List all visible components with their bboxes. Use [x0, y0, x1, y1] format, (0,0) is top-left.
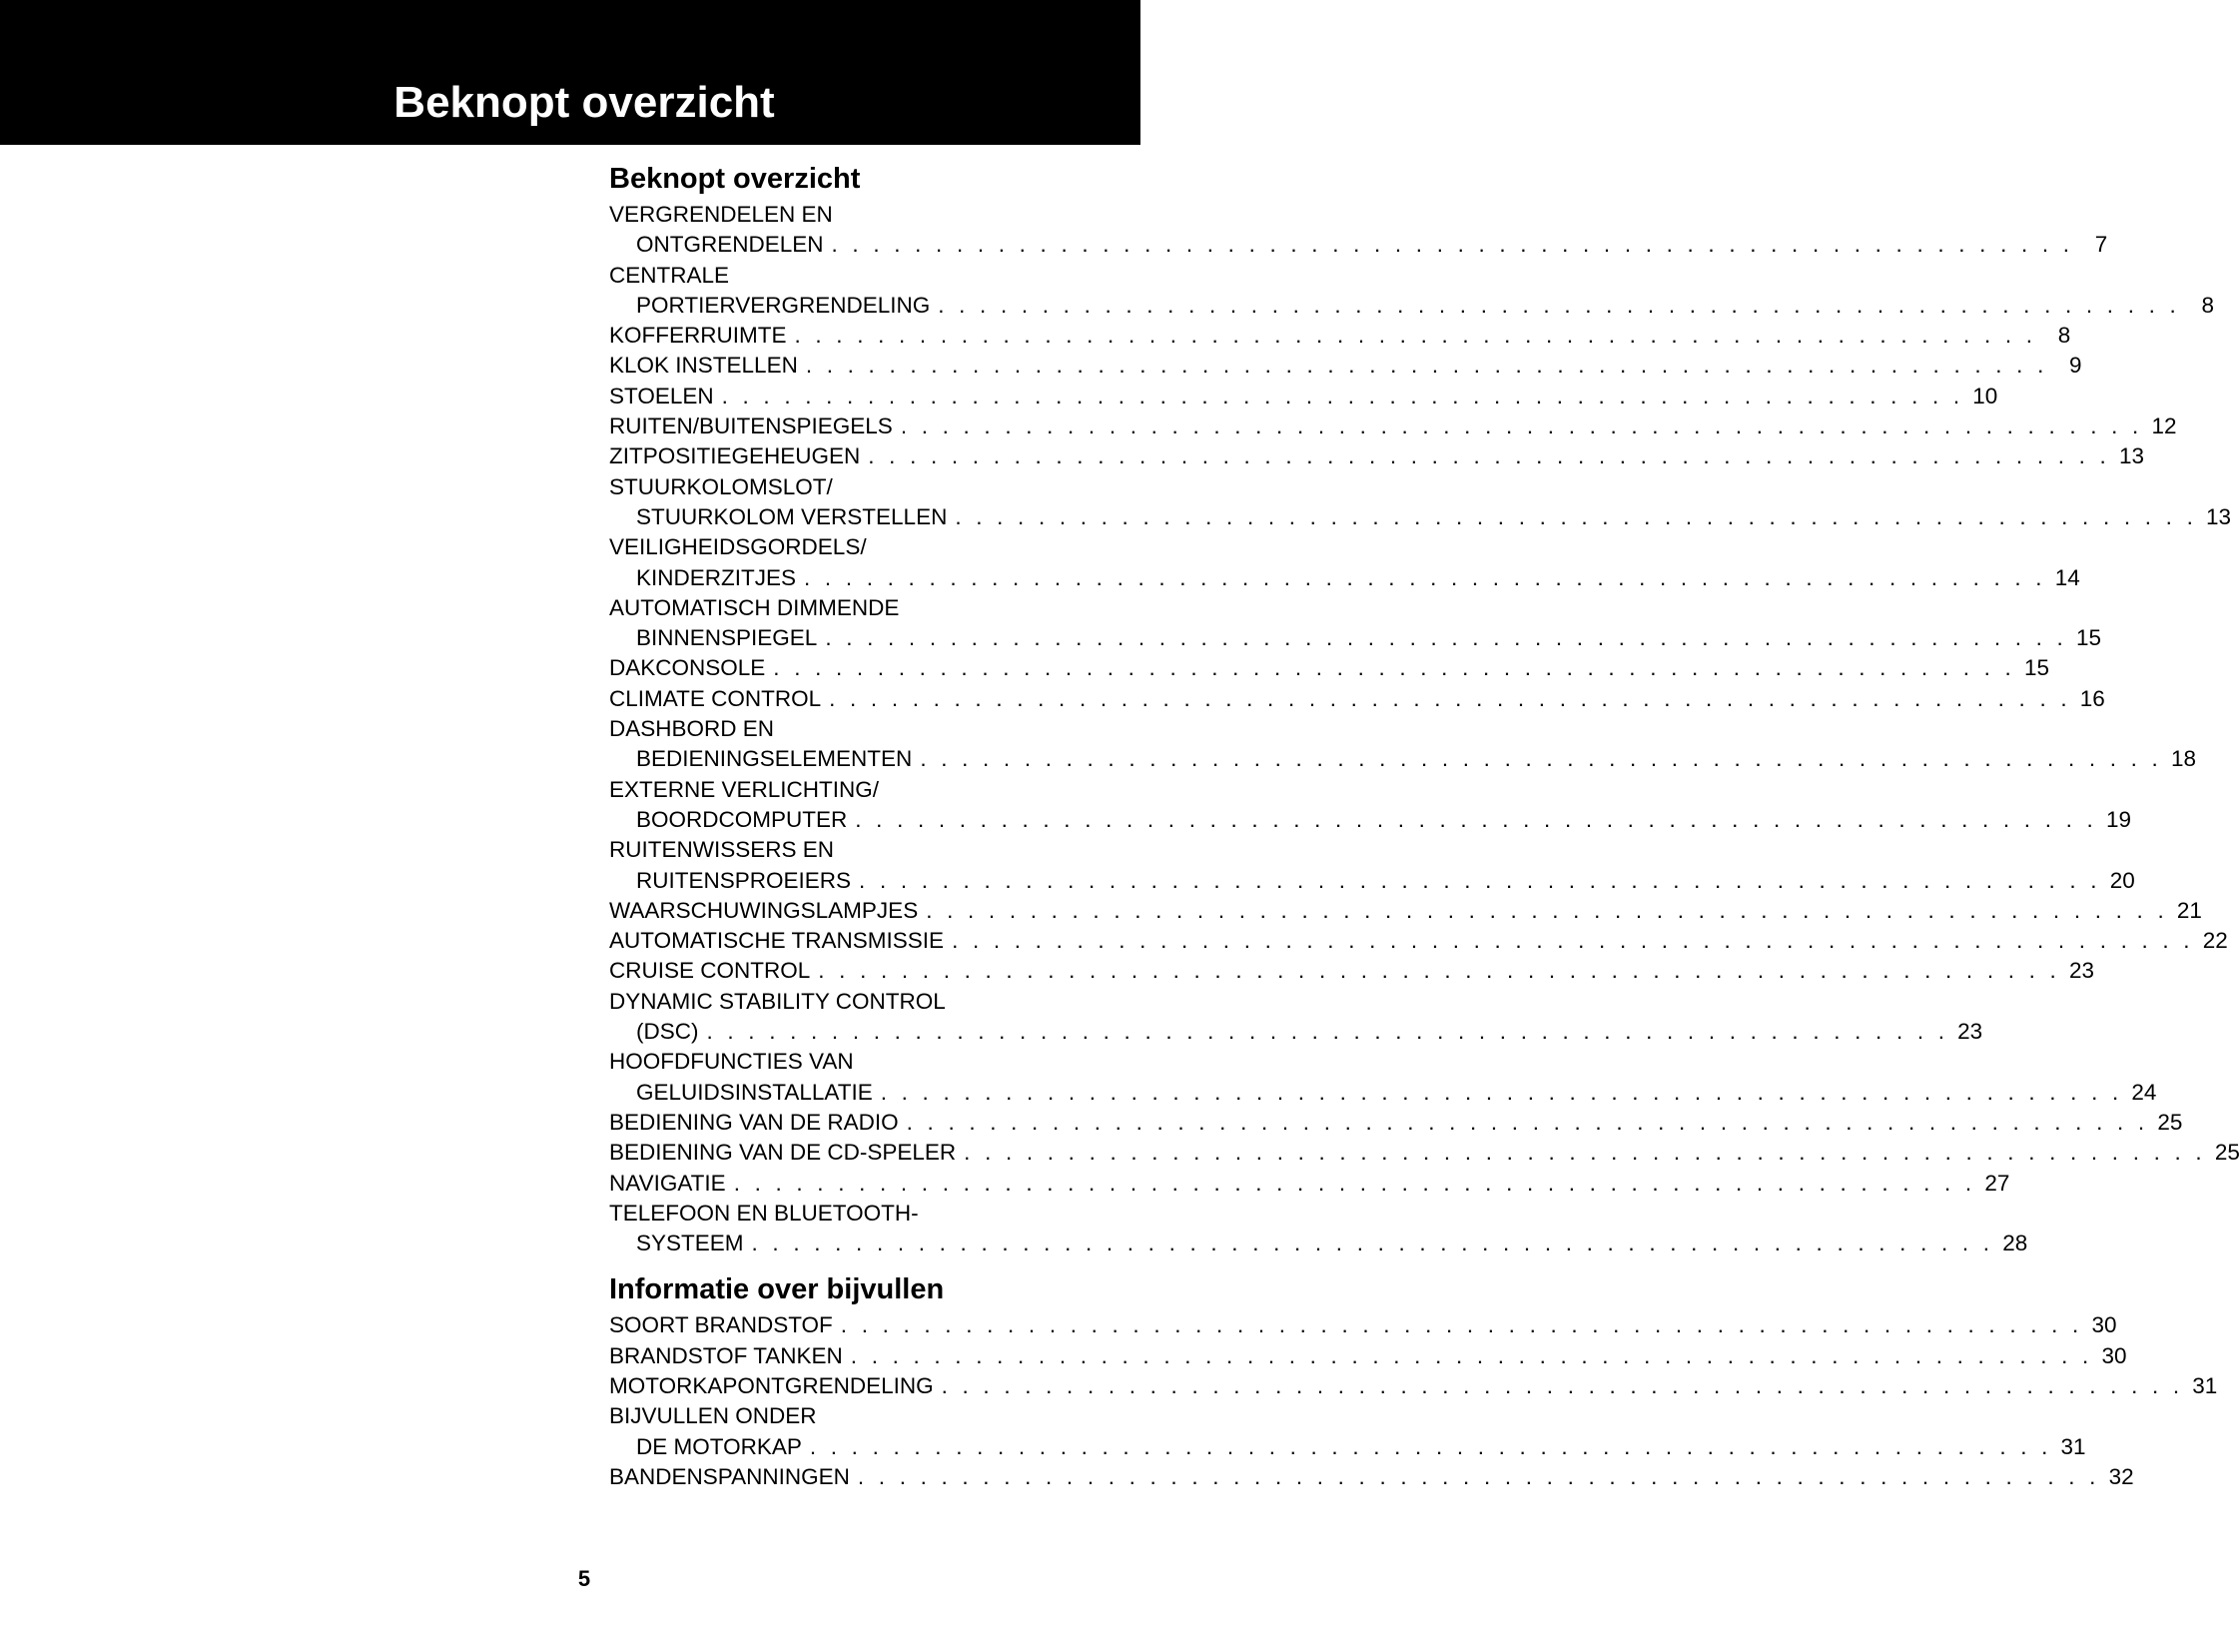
toc-entry-line — [609, 714, 1063, 744]
toc-entry-title: EXTERNE VERLICHTING/ — [609, 776, 880, 802]
toc-entry-title: STOELEN — [609, 383, 714, 409]
dot-leader: . . . . . . . . . . . . . . . . . . . . . . . . . . . . . . . . . . . . . . . . . . . . . . . . . . . . . . . . . . . . — [868, 443, 2110, 469]
toc-entry-line — [609, 321, 2071, 351]
dot-leader: . . . . . . . . . . . . . . . . . . . . . . . . . . . . . . . . . . . . . . . . . . . . . . . . . . . . . . . . . . . . — [751, 1231, 1994, 1256]
dot-leader: . . . . . . . . . . . . . . . . . . . . . . . . . . . . . . . . . . . . . . . . . . . . . . . . . . . . . . . . . . . . — [733, 1170, 1976, 1196]
dot-leader: . . . . . . . . . . . . . . . . . . . . . . . . . . . . . . . . . . . . . . . . . . . . . . . . . . . . . . . . . . . . — [859, 867, 2101, 893]
dot-leader: . . . . . . . . . . . . . . . . . . . . . . . . . . . . . . . . . . . . . . . . . . . . . . . . . . . . . . . . . . . . — [706, 1019, 1949, 1045]
toc-entry-line — [609, 412, 2177, 441]
toc-entry[interactable] — [609, 412, 2177, 441]
toc-entry-line — [609, 805, 2131, 835]
toc-entry[interactable] — [609, 926, 2228, 956]
toc-entry[interactable] — [609, 593, 2102, 654]
toc-entry-line — [609, 351, 2082, 381]
toc-entry-line — [609, 956, 2094, 986]
section-heading: Informatie over bijvullen — [609, 1273, 945, 1306]
toc-entry[interactable] — [609, 775, 2131, 836]
toc-entry-line — [609, 623, 2102, 653]
dot-leader: . . . . . . . . . . . . . . . . . . . . . . . . . . . . . . . . . . . . . . . . . . . . . . . . . . . . . . . . . . . . — [880, 1079, 2123, 1105]
toc-entry-line — [609, 1341, 2127, 1371]
toc-entry-title: DAKCONSOLE — [609, 655, 766, 681]
toc-entry-line — [609, 200, 1063, 230]
toc-entry-title: RUITENWISSERS EN — [609, 837, 835, 863]
toc-entry-line — [609, 775, 1063, 805]
dot-leader: . . . . . . . . . . . . . . . . . . . . . . . . . . . . . . . . . . . . . . . . . . . . . . . . . . . . . . . . . . . . — [964, 1140, 2206, 1166]
toc-entry-title: CENTRALE — [609, 262, 730, 288]
toc-entry-line — [609, 593, 1063, 623]
dot-leader: . . . . . . . . . . . . . . . . . . . . . . . . . . . . . . . . . . . . . . . . . . . . . . . . . . . . . . . . . . . . — [840, 1312, 2083, 1338]
toc-page-number: 31 — [2192, 1372, 2218, 1398]
toc-entry-line — [609, 744, 2197, 774]
toc-entry-title: BRANDSTOF TANKEN — [609, 1342, 843, 1368]
toc-page-number: 30 — [2091, 1312, 2117, 1338]
toc-page-number: 32 — [2108, 1463, 2134, 1489]
toc-page-number: 9 — [2069, 353, 2082, 379]
toc-entry-title: VERGRENDELEN EN — [609, 202, 833, 227]
toc-page-number: 25 — [2214, 1140, 2240, 1166]
toc-page-number: 25 — [2157, 1109, 2183, 1135]
toc-entry-line — [609, 1229, 2028, 1258]
toc-entry-line — [609, 1017, 1983, 1047]
toc-entry[interactable] — [609, 200, 2108, 261]
toc-entry-title: BEDIENING VAN DE RADIO — [609, 1109, 899, 1135]
toc-entry[interactable] — [609, 1341, 2127, 1371]
toc-entry-title: BOORDCOMPUTER — [636, 806, 848, 832]
toc-page-number: 21 — [2176, 897, 2202, 923]
toc-entry-title: STUURKOLOM VERSTELLEN — [636, 503, 948, 529]
toc-page-number: 13 — [2206, 503, 2232, 529]
dot-leader: . . . . . . . . . . . . . . . . . . . . . . . . . . . . . . . . . . . . . . . . . . . . . . . . . . . . . . . . . . . . — [818, 958, 2060, 984]
toc-entry[interactable] — [609, 351, 2082, 381]
header-banner — [0, 0, 1140, 145]
toc-entry-line — [609, 230, 2108, 260]
toc-entry-title: AUTOMATISCH DIMMENDE — [609, 594, 900, 620]
toc-entry[interactable] — [609, 441, 2144, 471]
toc-entry[interactable] — [609, 684, 2105, 714]
toc-page-number: 27 — [1984, 1170, 2010, 1196]
toc-entry-line — [609, 896, 2202, 926]
dot-leader: . . . . . . . . . . . . . . . . . . . . . . . . . . . . . . . . . . . . . . . . . . . . . . . . . . . . . . . . . . . . — [926, 897, 2168, 923]
toc-entry-line — [609, 1462, 2134, 1492]
toc-entry-line — [609, 472, 1063, 502]
toc-entry-title: PORTIERVERGRENDELING — [636, 292, 931, 318]
toc-entry-line — [609, 1047, 1063, 1077]
toc-entry-title: STUURKOLOMSLOT/ — [609, 473, 833, 499]
toc-entry-title: HOOFDFUNCTIES VAN — [609, 1049, 854, 1075]
dot-leader: . . . . . . . . . . . . . . . . . . . . . . . . . . . . . . . . . . . . . . . . . . . . . . . . . . . . . . . . . . . . — [855, 806, 2097, 832]
dot-leader: . . . . . . . . . . . . . . . . . . . . . . . . . . . . . . . . . . . . . . . . . . . . . . . . . . . . . . . . . . . . — [952, 928, 2194, 954]
dot-leader: . . . . . . . . . . . . . . . . . . . . . . . . . . . . . . . . . . . . . . . . . . . . . . . . . . . . . . . . . . . . — [938, 292, 2180, 318]
toc-entry-line — [609, 1432, 2086, 1462]
toc-entry-line — [609, 866, 2135, 896]
toc-entry-line — [609, 835, 1063, 865]
dot-leader: . . . . . . . . . . . . . . . . . . . . . . . . . . . . . . . . . . . . . . . . . . . . . . . . . . . . . . . . . . . . — [809, 1433, 2052, 1459]
table-of-contents — [609, 162, 2240, 1492]
toc-entry-title: CLIMATE CONTROL — [609, 685, 822, 711]
toc-page-number: 8 — [2057, 323, 2071, 349]
toc-page-number: 31 — [2060, 1433, 2086, 1459]
toc-entry-title: BEDIENING VAN DE CD-SPELER — [609, 1140, 957, 1166]
page-title: Beknopt overzicht — [393, 78, 775, 127]
toc-entry[interactable] — [609, 1462, 2134, 1492]
toc-entry-title: ONTGRENDELEN — [636, 232, 824, 258]
toc-entry[interactable] — [609, 1169, 2010, 1199]
toc-entry[interactable] — [609, 261, 2214, 322]
toc-entry-title: BINNENSPIEGEL — [636, 625, 818, 651]
toc-entry-title: BIJVULLEN ONDER — [609, 1403, 817, 1429]
toc-page-number: 10 — [1972, 383, 1998, 409]
dot-leader: . . . . . . . . . . . . . . . . . . . . . . . . . . . . . . . . . . . . . . . . . . . . . . . . . . . . . . . . . . . . — [794, 323, 2037, 349]
toc-page-number: 22 — [2202, 928, 2228, 954]
toc-page-number: 15 — [2075, 625, 2102, 651]
toc-entry-title: KLOK INSTELLEN — [609, 353, 798, 379]
dot-leader: . . . . . . . . . . . . . . . . . . . . . . . . . . . . . . . . . . . . . . . . . . . . . . . . . . . . . . . . . . . . — [955, 503, 2198, 529]
toc-page-number: 16 — [2079, 685, 2105, 711]
toc-page-number: 13 — [2118, 443, 2144, 469]
toc-entry-line — [609, 1401, 1063, 1431]
toc-entry-title: DE MOTORKAP — [636, 1433, 802, 1459]
toc-entry-title: BEDIENINGSELEMENTEN — [636, 746, 913, 772]
toc-entry-title: MOTORKAPONTGRENDELING — [609, 1372, 934, 1398]
toc-page-number: 28 — [2002, 1231, 2028, 1256]
toc-page-number: 7 — [2094, 232, 2108, 258]
toc-entry-title: SOORT BRANDSTOF — [609, 1312, 833, 1338]
dot-leader: . . . . . . . . . . . . . . . . . . . . . . . . . . . . . . . . . . . . . . . . . . . . . . . . . . . . . . . . . . . . — [900, 413, 2143, 439]
dot-leader: . . . . . . . . . . . . . . . . . . . . . . . . . . . . . . . . . . . . . . . . . . . . . . . . . . . . . . . . . . . . — [805, 353, 2048, 379]
toc-entry-line — [609, 926, 2228, 956]
dot-leader: . . . . . . . . . . . . . . . . . . . . . . . . . . . . . . . . . . . . . . . . . . . . . . . . . . . . . . . . . . . . — [804, 564, 2046, 590]
toc-entry[interactable] — [609, 1047, 2157, 1108]
toc-entry-title: BANDENSPANNINGEN — [609, 1463, 850, 1489]
dot-leader: . . . . . . . . . . . . . . . . . . . . . . . . . . . . . . . . . . . . . . . . . . . . . . . . . . . . . . . . . . . . — [831, 232, 2074, 258]
toc-entry-title: ZITPOSITIEGEHEUGEN — [609, 443, 861, 469]
toc-page-number: 19 — [2105, 806, 2131, 832]
toc-entry[interactable] — [609, 1199, 2028, 1259]
toc-page-number: 18 — [2170, 746, 2197, 772]
toc-entry-title: GELUIDSINSTALLATIE — [636, 1079, 873, 1105]
toc-entry-title: AUTOMATISCHE TRANSMISSIE — [609, 928, 945, 954]
toc-page-number: 24 — [2131, 1079, 2157, 1105]
toc-entry-line — [609, 684, 2105, 714]
section-heading: Beknopt overzicht — [609, 163, 861, 195]
toc-entry[interactable] — [609, 1108, 2183, 1138]
toc-entry[interactable] — [609, 532, 2080, 593]
dot-leader: . . . . . . . . . . . . . . . . . . . . . . . . . . . . . . . . . . . . . . . . . . . . . . . . . . . . . . . . . . . . — [906, 1109, 2149, 1135]
toc-page-number: 23 — [1957, 1019, 1983, 1045]
toc-page-number: 12 — [2151, 413, 2177, 439]
toc-entry-line — [609, 502, 2232, 532]
dot-leader: . . . . . . . . . . . . . . . . . . . . . . . . . . . . . . . . . . . . . . . . . . . . . . . . . . . . . . . . . . . . — [829, 685, 2071, 711]
toc-page-number: 23 — [2068, 958, 2094, 984]
toc-entry[interactable] — [609, 653, 2049, 683]
toc-entry-title: CRUISE CONTROL — [609, 958, 811, 984]
toc-page-number: 20 — [2109, 867, 2135, 893]
toc-entry-title: WAARSCHUWINGSLAMPJES — [609, 897, 919, 923]
toc-page-number: 30 — [2101, 1342, 2127, 1368]
dot-leader: . . . . . . . . . . . . . . . . . . . . . . . . . . . . . . . . . . . . . . . . . . . . . . . . . . . . . . . . . . . . — [850, 1342, 2093, 1368]
toc-entry[interactable] — [609, 382, 1998, 412]
toc-entry-line — [609, 1199, 1063, 1229]
toc-entry-list — [609, 200, 2240, 1258]
toc-entry-line — [609, 1108, 2183, 1138]
toc-entry-title: VEILIGHEIDSGORDELS/ — [609, 534, 867, 560]
toc-entry[interactable] — [609, 987, 1983, 1048]
toc-entry-line — [609, 1371, 2218, 1401]
toc-entry-title: KINDERZITJES — [636, 564, 797, 590]
toc-entry-title: (DSC) — [636, 1019, 699, 1045]
toc-entry-title: RUITEN/BUITENSPIEGELS — [609, 413, 893, 439]
toc-entry[interactable] — [609, 1401, 2086, 1462]
toc-entry-title: TELEFOON EN BLUETOOTH- — [609, 1200, 919, 1226]
toc-entry-line — [609, 1169, 2010, 1199]
toc-entry-line — [609, 1078, 2157, 1108]
toc-entry-title: DYNAMIC STABILITY CONTROL — [609, 988, 946, 1014]
toc-entry-title: DASHBORD EN — [609, 716, 775, 742]
toc-entry-line — [609, 653, 2049, 683]
toc-entry-line — [609, 1310, 2117, 1340]
toc-entry-line — [609, 382, 1998, 412]
toc-entry-title: KOFFERRUIMTE — [609, 323, 787, 349]
toc-entry-list — [609, 1310, 2218, 1492]
toc-entry-line — [609, 261, 1063, 291]
toc-entry-title: NAVIGATIE — [609, 1170, 726, 1196]
toc-entry-title: SYSTEEM — [636, 1231, 744, 1256]
dot-leader: . . . . . . . . . . . . . . . . . . . . . . . . . . . . . . . . . . . . . . . . . . . . . . . . . . . . . . . . . . . . — [857, 1463, 2100, 1489]
toc-entry-title: RUITENSPROEIERS — [636, 867, 852, 893]
toc-page-number: 14 — [2054, 564, 2080, 590]
toc-entry-line — [609, 291, 2214, 321]
toc-entry[interactable] — [609, 1138, 2240, 1168]
toc-entry[interactable] — [609, 714, 2197, 775]
toc-page-number: 15 — [2023, 655, 2049, 681]
toc-entry[interactable] — [609, 896, 2202, 926]
toc-entry[interactable] — [609, 472, 2232, 533]
toc-page-number: 8 — [2201, 292, 2214, 318]
toc-entry[interactable] — [609, 835, 2135, 896]
dot-leader: . . . . . . . . . . . . . . . . . . . . . . . . . . . . . . . . . . . . . . . . . . . . . . . . . . . . . . . . . . . . — [721, 383, 1964, 409]
toc-entry-line — [609, 532, 1063, 562]
toc-entry-line — [609, 987, 1063, 1017]
dot-leader: . . . . . . . . . . . . . . . . . . . . . . . . . . . . . . . . . . . . . . . . . . . . . . . . . . . . . . . . . . . . — [941, 1372, 2184, 1398]
toc-entry-line — [609, 441, 2144, 471]
toc-entry[interactable] — [609, 321, 2071, 351]
dot-leader: . . . . . . . . . . . . . . . . . . . . . . . . . . . . . . . . . . . . . . . . . . . . . . . . . . . . . . . . . . . . — [825, 625, 2068, 651]
toc-entry[interactable] — [609, 956, 2094, 986]
page-number: 5 — [577, 1566, 591, 1591]
dot-leader: . . . . . . . . . . . . . . . . . . . . . . . . . . . . . . . . . . . . . . . . . . . . . . . . . . . . . . . . . . . . — [773, 655, 2015, 681]
toc-entry[interactable] — [609, 1371, 2218, 1401]
toc-entry[interactable] — [609, 1310, 2117, 1340]
dot-leader: . . . . . . . . . . . . . . . . . . . . . . . . . . . . . . . . . . . . . . . . . . . . . . . . . . . . . . . . . . . . — [920, 746, 2163, 772]
toc-entry-line — [609, 1138, 2240, 1168]
toc-entry-line — [609, 563, 2080, 593]
